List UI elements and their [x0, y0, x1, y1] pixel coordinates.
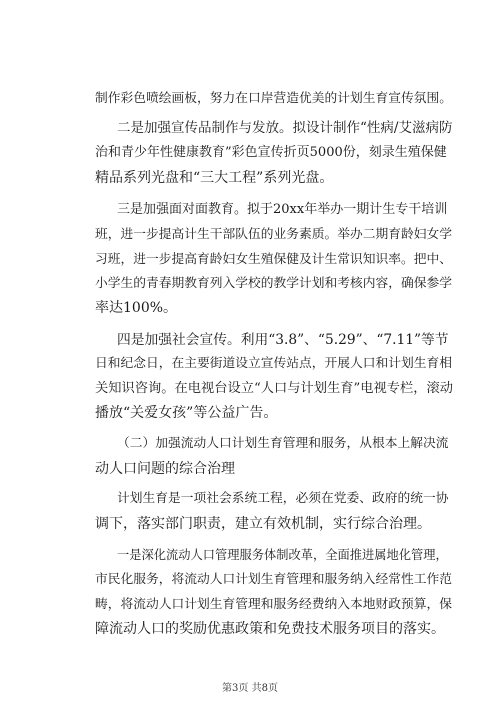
paragraph-start: 二是加强宣传品制作与发放。拟设计制作“性病/艾滋病防: [117, 120, 453, 136]
text-line: 率达100%。: [95, 300, 178, 316]
paragraph-start: 计划生育是一项社会系统工程，必须在党委、政府的统一协: [117, 491, 449, 506]
text-line: 班，进一步提高计生干部队伍的业务素质。举办二期育龄妇女学: [95, 227, 452, 242]
paragraph-start: 一是深化流动人口管理服务体制改革，全面推进属地化管理，: [117, 548, 448, 562]
text-line: 精品系列光盘和“三大工程”系列光盘。: [95, 170, 334, 186]
section-heading: （二）加强流动人口计划生育管理和服务，从根本上解决流: [117, 436, 449, 451]
text-line: 市民化服务，将流动人口计划生育管理和服务纳入经常性工作范: [95, 572, 452, 587]
text-line: 日和纪念日，在主要街道设立宣传站点，开展人口和计划生育相: [95, 356, 452, 371]
text-line: 障流动人口的奖励优惠政策和免费技术服务项目的落实。: [95, 621, 445, 637]
section-heading-continued: 动人口问题的综合治理: [95, 461, 235, 477]
text-line: 习班，进一步提高育龄妇女生殖保健及计生常识知识率。把中、: [95, 252, 452, 267]
page-footer: 第3页 共8页: [222, 683, 278, 694]
text-line: 治和青少年性健康教育”彩色宣传折页5000份，刻录生殖保健: [95, 145, 447, 160]
text-line: 调下，落实部门职责，建立有效机制，实行综合治理。: [95, 516, 431, 532]
text-line: 小学生的青春期教育列入学校的教学计划和考核内容，确保参学: [95, 276, 452, 291]
paragraph-start: 三是加强面对面教育。拟于20xx年举办一期计生专干培训: [117, 202, 448, 217]
text-line: 关知识咨询。在电视台设立“人口与计划生育”电视专栏，滚动: [95, 381, 454, 396]
text-line: 播放“关爱女孩”等公益广告。: [95, 405, 278, 421]
text-line: 畴，将流动人口计划生育管理和服务经费纳入本地财政预算，保: [95, 597, 452, 612]
text-line: 制作彩色喷绘画板，努力在口岸营造优美的计划生育宣传氛围。: [95, 91, 452, 106]
paragraph-start: 四是加强社会宣传。利用“3.8”、“5.29”、“7.11”等节: [117, 332, 449, 348]
